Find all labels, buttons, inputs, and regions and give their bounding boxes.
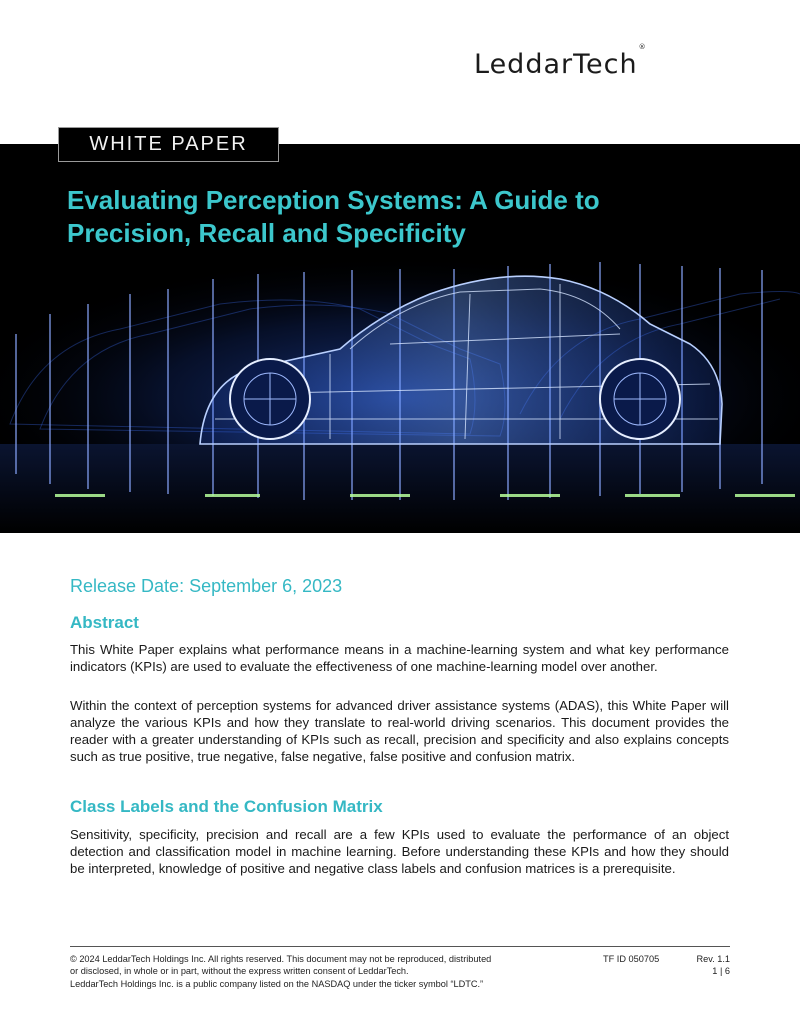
release-date: Release Date: September 6, 2023 xyxy=(70,576,343,596)
title-line-1: Evaluating Perception Systems: A Guide to xyxy=(67,185,600,215)
abstract-heading: Abstract xyxy=(70,613,139,632)
footer-tf-id: TF ID 050705 xyxy=(603,954,660,964)
footer-divider xyxy=(70,946,730,947)
white-paper-label: WHITE PAPER xyxy=(58,127,279,162)
leddartech-logo: LeddarTech® xyxy=(474,43,647,80)
section-heading-class-labels: Class Labels and the Confusion Matrix xyxy=(70,797,383,816)
title-line-2: Precision, Recall and Specificity xyxy=(67,218,466,248)
footer-page-number: 1 | 6 xyxy=(712,966,730,976)
footer-public-company: LeddarTech Holdings Inc. is a public company listed on the NASDAQ under the ticker symbol “LDTC.” xyxy=(70,979,484,989)
section-paragraph-1: Sensitivity, specificity, precision and recall are a few KPIs used to evaluate the performance of an object detection and classification model in machine learning. Before understanding these KPIs and how they should be interpreted, knowledge of positive and negative class labels and confusion matrices is a prerequisite. xyxy=(70,827,729,876)
footer-revision: Rev. 1.1 xyxy=(696,954,730,964)
footer-copyright-line-1: © 2024 LeddarTech Holdings Inc. All rights reserved. This document may not be reproduced, distributed xyxy=(70,954,492,964)
abstract-paragraph-1: This White Paper explains what performance means in a machine-learning system and what key performance indicators (KPIs) are used to evaluate the effectiveness of one machine-learning model over another. xyxy=(70,642,729,674)
footer-copyright-line-2: or disclosed, in whole or in part, without the express written consent of LeddarTech. xyxy=(70,966,409,976)
document-title xyxy=(67,184,747,250)
abstract-paragraph-2: Within the context of perception systems for advanced driver assistance systems (ADAS), this White Paper will analyze the various KPIs and how they translate to real-world driving scenarios. This document provides the reader with a greater understanding of KPIs such as recall, precision and specificity and also explains concepts such as true positive, true negative, false negative, false positive and confusion matrix. xyxy=(70,698,729,764)
